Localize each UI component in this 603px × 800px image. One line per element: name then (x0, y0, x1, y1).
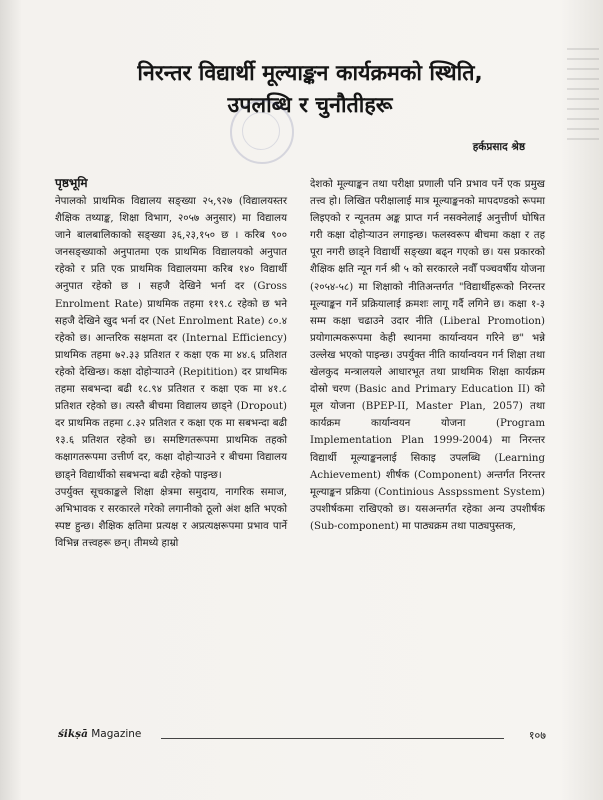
left-paragraph-2: उपर्युक्त सूचकाङ्कले शिक्षा क्षेत्रमा समुदाय, नागरिक समाज, अभिभावक र सरकारले गरेको लगानीको ठूलो अंश क्षति भएको स्पष्ट हुन्छ। शैक्षिक क्षतिमा प्रत्यक्ष र अप्रत्यक्षरूपमा प्रभाव पार्ने विभिन्न तत्त्वहरू छन्। तीमध्ये हाम्रो (55, 486, 287, 549)
article-title-line-1: निरन्तर विद्यार्थी मूल्याङ्कन कार्यक्रमको स्थिति, (137, 61, 483, 86)
page-number: १०७ (528, 729, 546, 742)
right-paragraph-1: देशको मूल्याङ्कन तथा परीक्षा प्रणाली पनि प्रभाव पर्ने एक प्रमुख तत्त्व हो। लिखित परीक्षालाई मात्र मूल्याङ्कनको मापदण्डको रूपमा लिइएको र न्यूनतम अङ्क प्राप्त गर्न नसक्नेलाई अनुत्तीर्ण घोषित गरी कक्षा दोहोऱ्याउन लगाइन्छ। फलस्वरूप बीचमा कक्षा र तह पूरा नगरी छाड्ने विद्यार्थी सङ्ख्या बढ्न गएको छ। यस प्रकारको शैक्षिक क्षति न्यून गर्न श्री ५ को सरकारले नवौँ पञ्चवर्षीय योजना (२०५४-५८) मा शिक्षाको नीतिअन्तर्गत "विद्यार्थीहरूको निरन्तर मूल्याङ्कन गर्ने प्रक्रियालाई क्रमशः लागू गर्दै लगिने छ। कक्षा १-३ सम्म कक्षा चढाउने उदार नीति (Liberal Promotion) प्रयोगात्मकरूपमा केही स्थानमा कार्यान्वयन गरिने छ" भन्ने उल्लेख भएको पाइन्छ। उपर्युक्त नीति कार्यान्वयन गर्न शिक्षा तथा खेलकुद मन्त्रालयले आधारभूत तथा प्राथमिक शिक्षा कार्यक्रम दोस्रो चरण (Basic and Primary Education II) को मूल योजना (BPEP-II, Master Plan, 2057) तथा कार्यक्रम कार्यान्वयन योजना (Program Implementation Plan 1999-2004) मा निरन्तर विद्यार्थी मूल्याङ्कनलाई सिकाइ उपलब्धि (Learning Achievement) शीर्षक (Component) अन्तर्गत निरन्तर मूल्याङ्कन प्रक्रिया (Continious Asspssment System) उपशीर्षकमा राखिएको छ। यसअन्तर्गत रहेका अन्य उपशीर्षक (Sub-component) मा पाठ्यक्रम तथा पाठ्यपुस्तक, (310, 179, 545, 532)
magazine-name (58, 728, 141, 740)
magazine-name-italic: śikṣā (58, 728, 88, 740)
left-column (55, 175, 287, 552)
author-name: हर्कप्रसाद श्रेष्ठ (472, 141, 525, 153)
show-through-text (563, 40, 603, 240)
library-stamp (230, 100, 294, 164)
article-title-line-2: उपलब्धि र चुनौतीहरू (227, 93, 393, 118)
right-column (310, 176, 545, 535)
page-footer (58, 728, 546, 746)
footer-rule (161, 738, 504, 739)
magazine-name-word: Magazine (91, 728, 142, 740)
left-paragraph-1: नेपालको प्राथमिक विद्यालय सङ्ख्या २५,९२७ (विद्यालयस्तर शैक्षिक तथ्याङ्क, शिक्षा विभाग, २०५७ अनुसार) मा विद्यालय जाने बालबालिकाको सङ्ख्या ३६,२३,१५० छ । करिब ९०० जनसङ्ख्याको अनुपातमा एक प्राथमिक विद्यालयको अनुपात रहेको र प्रति एक प्राथमिक विद्यालयमा करिब १४० विद्यार्थी अनुपात रहेको छ । सहजै देखिने भर्ना दर (Gross Enrolment Rate) प्राथमिक तहमा ११९.८ रहेको छ भने सहजै देखिने खुद भर्ना दर (Net Enrolment Rate) ८०.४ रहेको छ। आन्तरिक सक्षमता दर (Internal Efficiency) प्राथमिक तहमा ७२.३३ प्रतिशत र कक्षा एक मा ४४.६ प्रतिशत रहेको देखिन्छ। कक्षा दोहोऱ्याउने (Repitition) दर प्राथमिक तहमा सबभन्दा बढी १८.९४ प्रतिशत र कक्षा एक मा ४१.८ प्रतिशत रहेको छ। त्यस्तै बीचमा विद्यालय छाड्ने (Dropout) दर प्राथमिक तहमा ८.३२ प्रतिशत र कक्षा एक मा सबभन्दा बढी १३.६ प्रतिशत रहेको छ। समष्टिगतरूपमा प्राथमिक तहको कक्षागतरूपमा उत्तीर्ण दर, कक्षा दोहोऱ्याउने र बीचमा विद्यालय छाड्ने विद्यार्थीको सबभन्दा बढी रहेको पाइन्छ। (55, 196, 287, 481)
section-heading: पृष्ठभूमि (55, 176, 88, 190)
